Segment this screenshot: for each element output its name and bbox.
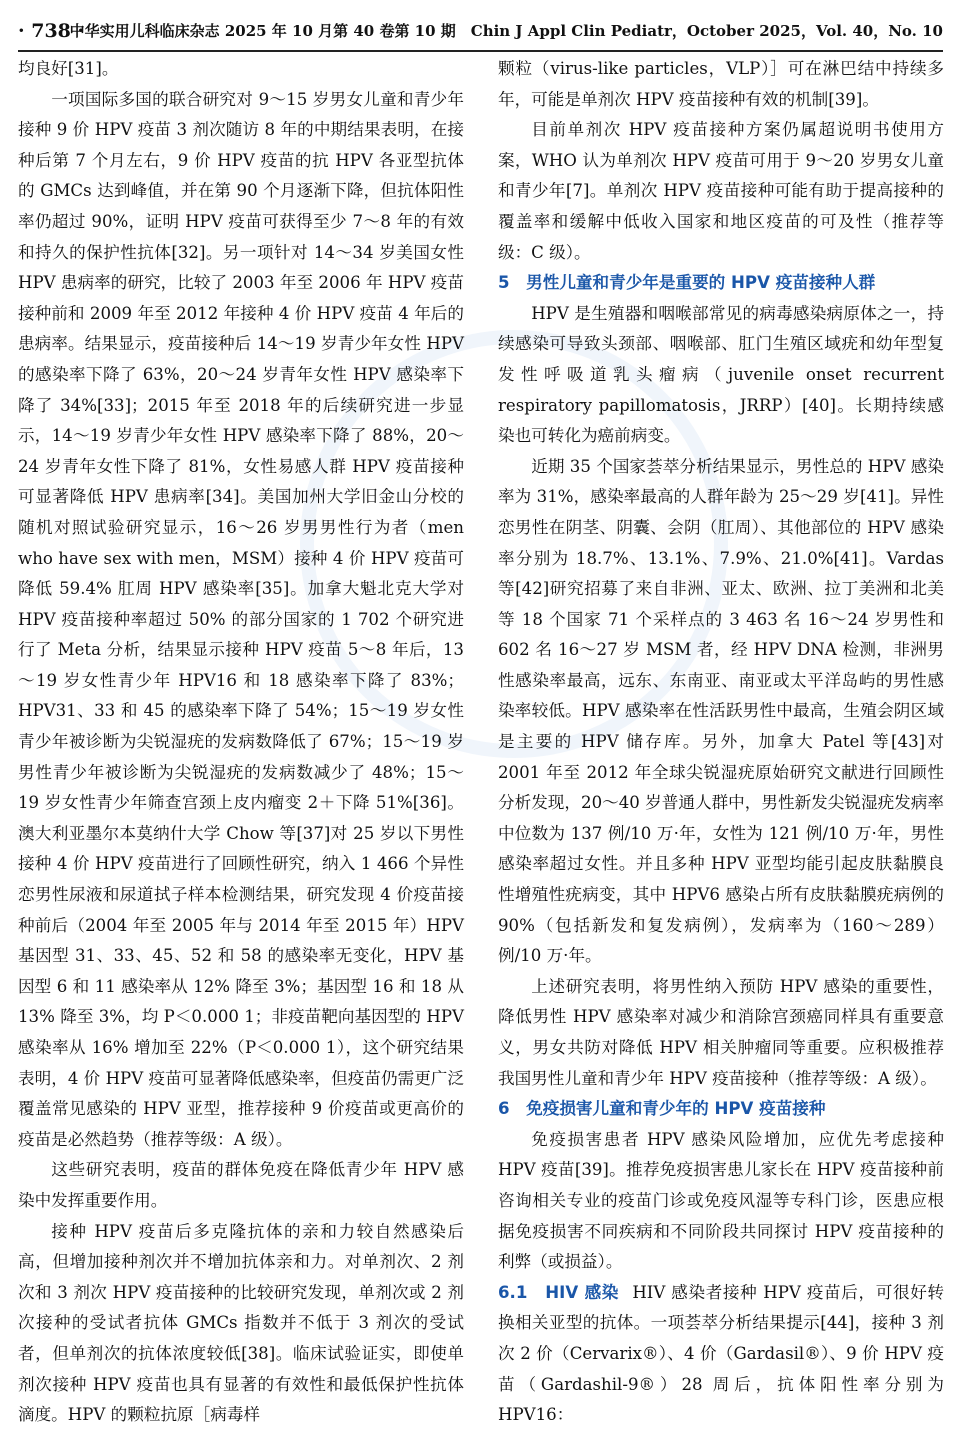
paragraph: HPV 是生殖器和咽喉部常见的病毒感染病原体之一，持续感染可导致头颈部、咽喉部、肛门生殖区域疣和幼年型复发性呼吸道乳头瘤病（juvenile onset recurrent respiratory papillomatosis，JRRP）[40]。长期持续感染也可转化为癌前病变。 [498,303,944,446]
paragraph: 接种 HPV 疫苗后多克隆抗体的亲和力较自然感染后高，但增加接种剂次并不增加抗体亲和力。对单剂次、2 剂次和 3 剂次 HPV 疫苗接种的比较研究发现，单剂次或 2 剂次接种的受试者抗体 GMCs 指数并不低于 3 剂次的受试者，但单剂次的抗体浓度较低[38]。临床试验证实，即使单剂次接种 HPV 疫苗也具有显著的有效性和最低保护性抗体滴度。HPV 的颗粒抗原［病毒样 [18,1221,464,1425]
paragraph: 颗粒（virus-like particles，VLP）］可在淋巴结中持续多年，可能是单剂次 HPV 疫苗接种有效的机制[39]。 [498,59,944,109]
journal-citation-line: 中华实用儿科临床杂志 2025 年 10 月第 40 卷第 10 期 Chin J Appl Clin Pediatr，October 2025，Vol. 40，No. 10 [69,22,943,40]
paragraph: 近期 35 个国家荟萃分析结果显示，男性总的 HPV 感染率为 31%，感染率最高的人群年龄为 25～29 岁[41]。异性恋男性在阴茎、阴囊、会阴（肛周）、其他部位的 HPV 感染率分别为 18.7%、13.1%、7.9%、21.0%[41]。Vardas 等[42]研究招募了来自非洲、亚太、欧洲、拉丁美洲和北美等 18 个国家 71 个采样点的 3 463 名 16～24 岁男性和 602 名 16～27 岁 MSM 者，经 HPV DNA 检测，非洲男性感染率最高，远东、东南亚、南亚或太平洋岛屿的男性感染率较低。HPV 感染率在性活跃男性中最高，生殖会阴区域是主要的 HPV 储存库。另外，加拿大 Patel 等[43]对 2001 年至 2012 年全球尖锐湿疣原始研究文献进行回顾性分析发现，20～40 岁普通人群中，男性新发尖锐湿疣发病率中位数为 137 例/10 万·年，女性为 121 例/10 万·年，男性感染率超过女性。并且多种 HPV 亚型均能引起皮肤黏膜良性增殖性疣病变，其中 HPV6 感染占所有皮肤黏膜疣病例的 90%（包括新发和复发病例），发病率为（160～289）例/10 万·年。 [498,456,944,966]
paragraph-6-1 [498,1278,944,1431]
page-header [18,8,943,52]
section-heading-5: 5 男性儿童和青少年是重要的 HPV 疫苗接种人群 [498,273,876,293]
paragraph: 这些研究表明，疫苗的群体免疫在降低青少年 HPV 感染中发挥重要作用。 [18,1160,464,1210]
section-heading-6: 6 免疫损害儿童和青少年的 HPV 疫苗接种 [498,1099,826,1119]
paragraph: 免疫损害患者 HPV 感染风险增加，应优先考虑接种 HPV 疫苗[39]。推荐免疫损害患儿家长在 HPV 疫苗接种前咨询相关专业的疫苗门诊或免疫风湿等专科门诊，医患应根据免疫损害不同疾病和不同阶段共同探讨 HPV 疫苗接种的利弊（或损益）。 [498,1129,944,1272]
paragraph: 均良好[31]。 [18,59,119,78]
paragraph: 一项国际多国的联合研究对 9～15 岁男女儿童和青少年接种 9 价 HPV 疫苗 3 剂次随访 8 年的中期结果表明，在接种后第 7 个月左右，9 价 HPV 疫苗的抗 HPV 各亚型抗体的 GMCs 达到峰值，并在第 90 个月逐渐下降，但抗体阳性率仍超过 90%，证明 HPV 疫苗可获得至少 7～8 年的有效和持久的保护性抗体[32]。另一项针对 14～34 岁美国女性 HPV 患病率的研究，比较了 2003 年至 2006 年 HPV 疫苗接种前和 2009 年至 2012 年接种 4 价 HPV 疫苗 4 年后的患病率。结果显示，疫苗接种后 14～19 岁青少年女性 HPV 的感染率下降了 63%，20～24 岁青年女性 HPV 感染率下降了 34%[33]；2015 年至 2018 年的后续研究进一步显示，14～19 岁青少年女性 HPV 感染率下降了 88%，20～24 岁青年女性下降了 81%，女性易感人群 HPV 疫苗接种可显著降低 HPV 患病率[34]。美国加州大学旧金山分校的随机对照试验研究显示，16～26 岁男男性行为者（men who have sex with men，MSM）接种 4 价 HPV 疫苗可降低 59.4% 肛周 HPV 感染率[35]。加拿大魁北克大学对 HPV 疫苗接种率超过 50% 的部分国家的 1 702 个研究进行了 Meta 分析，结果显示接种 HPV 疫苗 5～8 年后，13～19 岁女性青少年 HPV16 和 18 感染率下降了 83%；HPV31、33 和 45 的感染率下降了 54%；15～19 岁女性青少年被诊断为尖锐湿疣的发病数降低了 67%；15～19 岁男性青少年被诊断为尖锐湿疣的发病数减少了 48%；15～19 岁女性青少年筛查宫颈上皮内瘤变 2＋下降 51%[36]。澳大利亚墨尔本莫纳什大学 Chow 等[37]对 25 岁以下男性接种 4 价 HPV 疫苗进行了回顾性研究，纳入 1 466 个异性恋男性尿液和尿道拭子样本检测结果，研究发现 4 价疫苗接种前后（2004 年至 2005 年与 2014 年至 2015 年）HPV 基因型 31、33、45、52 和 58 的感染率无变化，HPV 基因型 6 和 11 感染率从 12% 降至 3%；基因型 16 和 18 从 13% 降至 3%，均 P＜0.000 1；非疫苗靶向基因型的 HPV 感染率从 16% 增加至 22%（P＜0.000 1），这个研究结果表明，4 价 HPV 疫苗可显著降低感染率，但疫苗仍需更广泛覆盖常见感染的 HPV 亚型，推荐接种 9 价疫苗或更高价的疫苗是必然趋势（推荐等级：A 级）。 [18,89,464,1149]
right-column [498,54,945,1425]
paragraph: 目前单剂次 HPV 疫苗接种方案仍属超说明书使用方案，WHO 认为单剂次 HPV 疫苗可用于 9～20 岁男女儿童和青少年[7]。单剂次 HPV 疫苗接种可能有助于提高接种的覆盖率和缓解中低收入国家和地区疫苗的可及性（推荐等级：C 级）。 [498,120,944,262]
left-column [18,54,464,1425]
subsection-heading-6-1: 6.1 HIV 感染 [498,1282,620,1302]
page-number: · 738 · [18,20,85,42]
paragraph: 上述研究表明，将男性纳入预防 HPV 感染的重要性，降低男性 HPV 感染率对减少和消除宫颈癌同样具有重要意义，男女共防对降低 HPV 相关肿瘤同等重要。应积极推荐我国男性儿童和青少年 HPV 疫苗接种（推荐等级：A 级）。 [498,976,944,1088]
subsection-text: HIV 感染者接种 HPV 疫苗后，可很好转换相关亚型的抗体。一项荟萃分析结果提示[44]，接种 3 剂次 2 价（Cervarix®）、4 价（Gardasil®）、9 价 HPV 疫苗（Gardashil-9®）28 周后，抗体阳性率分别为 HPV16： [498,1282,945,1425]
